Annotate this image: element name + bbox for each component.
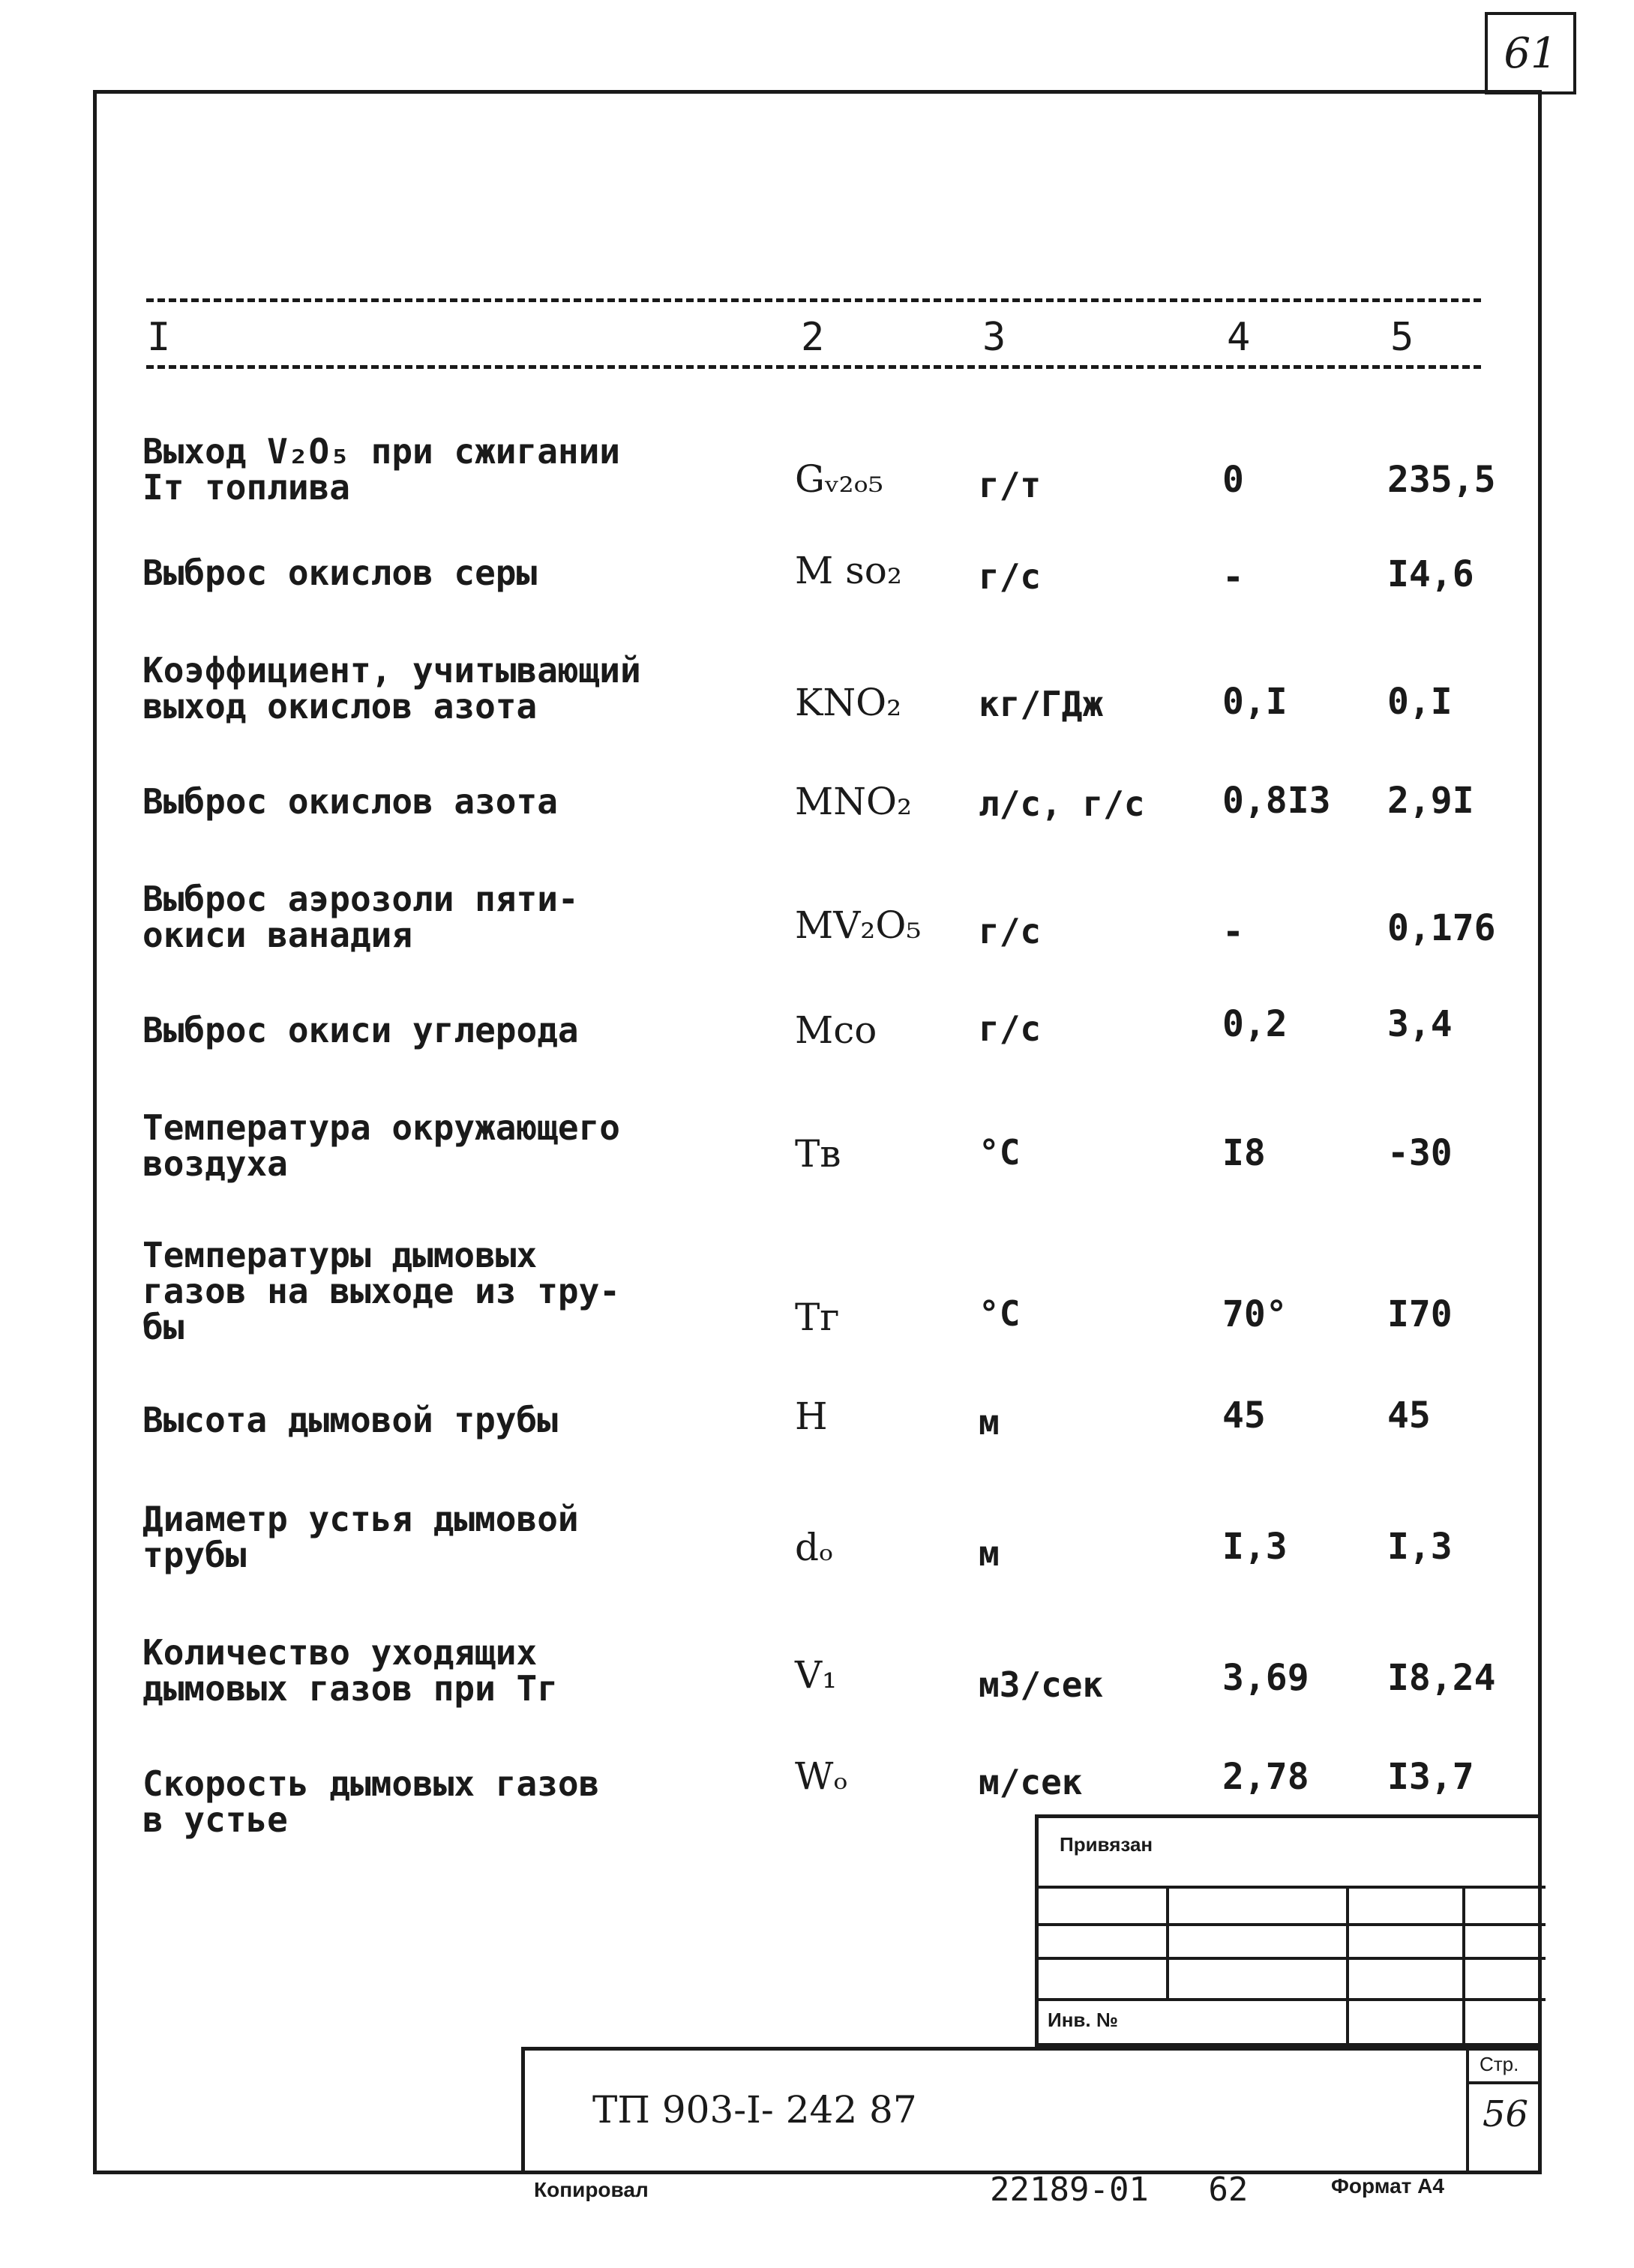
row-symbol: Tг bbox=[795, 1296, 840, 1339]
row-symbol: MV₂O₅ bbox=[795, 903, 922, 947]
stamp-rule bbox=[1039, 1957, 1546, 1960]
row-symbol: Gᵥ₂ₒ₅ bbox=[795, 457, 883, 501]
row-value-5: I3,7 bbox=[1387, 1756, 1474, 1798]
row-unit: м/сек bbox=[979, 1762, 1083, 1802]
row-value-5: I,3 bbox=[1387, 1526, 1453, 1568]
privyazan-label: Привязан bbox=[1060, 1833, 1153, 1856]
page-label: Стр. bbox=[1480, 2053, 1519, 2075]
row-symbol: Wₒ bbox=[795, 1754, 848, 1798]
row-symbol: Mco bbox=[795, 1008, 877, 1052]
row-value-5: I70 bbox=[1387, 1293, 1453, 1335]
row-param: Выброс окислов азота bbox=[142, 781, 558, 822]
stamp-rule bbox=[1039, 1923, 1546, 1926]
row-symbol: Tв bbox=[795, 1132, 841, 1176]
row-param: Диаметр устья дымовой трубы bbox=[142, 1499, 579, 1575]
inventory-label: Инв. № bbox=[1048, 2009, 1118, 2031]
column-header-3: 3 bbox=[982, 315, 1006, 360]
page-number: 56 bbox=[1483, 2093, 1529, 2135]
stamp-rule bbox=[1039, 1886, 1546, 1889]
row-value-4: 2,78 bbox=[1222, 1756, 1309, 1798]
row-param: Количество уходящих дымовых газов при Tг bbox=[142, 1632, 558, 1709]
column-header-4: 4 bbox=[1227, 315, 1251, 360]
page-cell bbox=[1466, 2047, 1542, 2174]
row-value-5: I4,6 bbox=[1387, 553, 1474, 595]
row-unit: кг/ГДж bbox=[979, 684, 1104, 724]
row-value-5: 45 bbox=[1387, 1395, 1431, 1437]
row-value-4: 0,8I3 bbox=[1222, 780, 1331, 822]
column-header-1: I bbox=[147, 315, 171, 360]
row-symbol: MNO₂ bbox=[795, 780, 912, 823]
row-unit: г/с bbox=[979, 556, 1042, 597]
row-param: Коэффициент, учитывающий выход окислов азота bbox=[142, 650, 641, 727]
row-value-5: 2,9I bbox=[1387, 780, 1474, 822]
column-header-5: 5 bbox=[1390, 315, 1414, 360]
page-cell-rule bbox=[1469, 2081, 1542, 2084]
stamp-divider bbox=[1462, 1886, 1465, 2047]
row-symbol: dₒ bbox=[795, 1526, 834, 1569]
row-symbol: V₁ bbox=[795, 1653, 838, 1697]
row-value-4: 0,I bbox=[1222, 681, 1288, 723]
row-unit: °C bbox=[979, 1132, 1021, 1173]
order-number: 22189-01 62 bbox=[990, 2171, 1249, 2209]
row-param: Температуры дымовых газов на выходе из тру- бы bbox=[142, 1235, 620, 1347]
row-value-5: -30 bbox=[1387, 1132, 1453, 1174]
document-code: ТП 903-I- 242 87 bbox=[592, 2088, 917, 2132]
row-param: Выброс окиси углерода bbox=[142, 1010, 579, 1050]
row-value-5: 0,176 bbox=[1387, 907, 1496, 949]
row-value-4: 70° bbox=[1222, 1293, 1288, 1335]
row-unit: м bbox=[979, 1402, 1000, 1443]
stamp-divider bbox=[1166, 1886, 1169, 1998]
copied-by-label: Копировал bbox=[534, 2178, 649, 2201]
row-param: Высота дымовой трубы bbox=[142, 1400, 558, 1440]
row-unit: г/с bbox=[979, 911, 1042, 951]
row-symbol: H bbox=[795, 1395, 828, 1438]
row-value-5: 235,5 bbox=[1387, 459, 1496, 501]
row-unit: л/с, г/с bbox=[979, 783, 1145, 824]
row-param: Выход V₂O₅ при сжигании Iт топлива bbox=[142, 431, 620, 508]
approval-stamp bbox=[1035, 1814, 1542, 2047]
header-bottom-rule bbox=[146, 365, 1481, 369]
row-value-5: I8,24 bbox=[1387, 1657, 1496, 1699]
column-header-2: 2 bbox=[801, 315, 825, 360]
row-unit: м bbox=[979, 1533, 1000, 1574]
row-value-5: 0,I bbox=[1387, 681, 1453, 723]
row-symbol: M so₂ bbox=[795, 549, 902, 592]
row-value-4: 45 bbox=[1222, 1395, 1266, 1437]
row-value-4: 0,2 bbox=[1222, 1003, 1288, 1045]
row-value-4: - bbox=[1222, 911, 1244, 953]
row-value-4: - bbox=[1222, 556, 1244, 598]
header-top-rule bbox=[146, 298, 1481, 302]
stamp-divider bbox=[1346, 1886, 1349, 2047]
row-value-4: I8 bbox=[1222, 1132, 1266, 1174]
stamp-rule bbox=[1039, 1998, 1546, 2001]
row-value-4: I,3 bbox=[1222, 1526, 1288, 1568]
row-param: Выброс аэрозоли пяти- окиси ванадия bbox=[142, 879, 579, 955]
row-unit: м3/сек bbox=[979, 1664, 1104, 1705]
row-symbol: KNO₂ bbox=[795, 681, 902, 724]
row-unit: г/т bbox=[979, 465, 1042, 505]
row-param: Температура окружающего воздуха bbox=[142, 1107, 620, 1184]
row-unit: °C bbox=[979, 1293, 1021, 1334]
row-param: Выброс окислов серы bbox=[142, 553, 538, 593]
row-value-4: 0 bbox=[1222, 459, 1244, 501]
sheet-number: 61 bbox=[1485, 12, 1576, 94]
row-unit: г/с bbox=[979, 1008, 1042, 1049]
row-param: Скорость дымовых газов в устье bbox=[142, 1763, 600, 1840]
format-label: Формат А4 bbox=[1331, 2174, 1444, 2198]
row-value-4: 3,69 bbox=[1222, 1657, 1309, 1699]
row-value-5: 3,4 bbox=[1387, 1003, 1453, 1045]
